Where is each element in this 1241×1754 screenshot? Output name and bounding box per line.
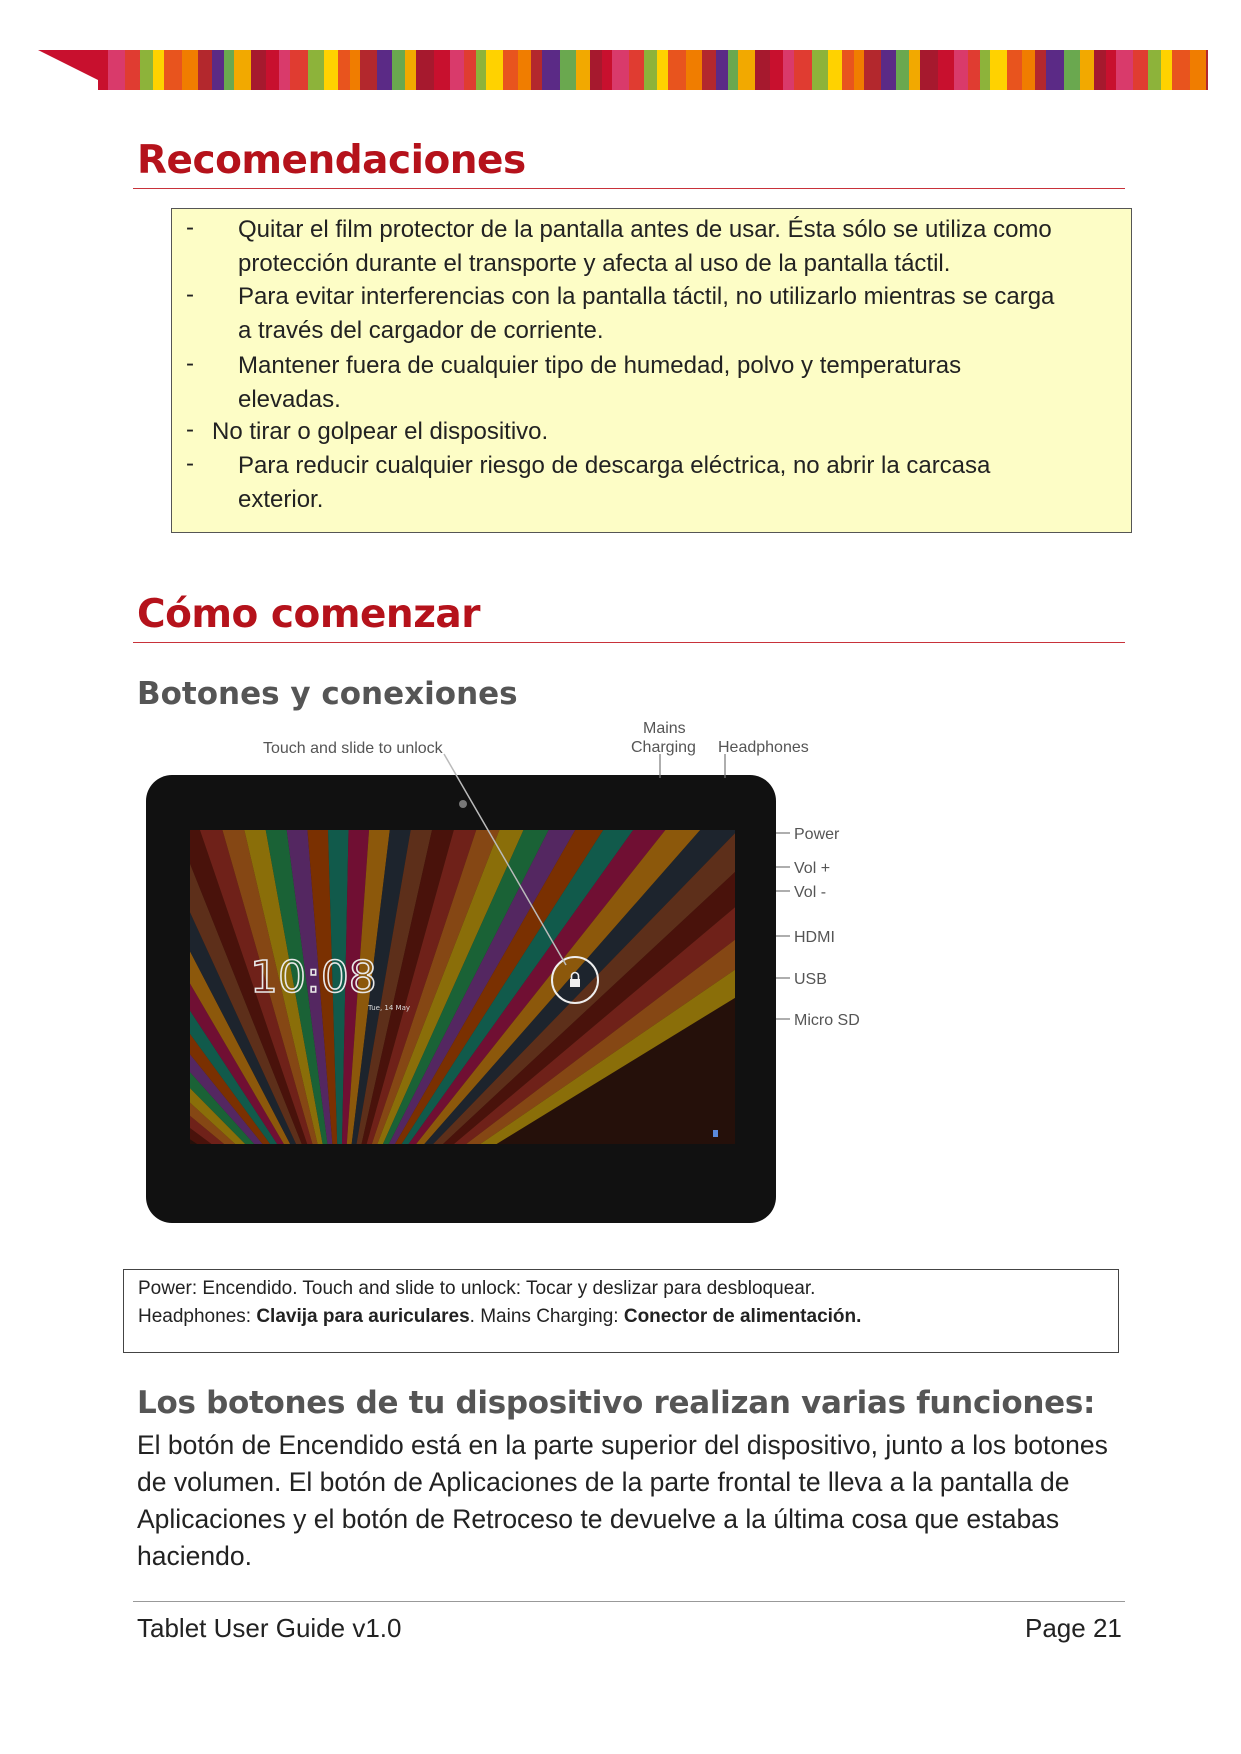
functions-paragraph: El botón de Encendido está en la parte superior del dispositivo, junto a los botones de volumen. El botón de Aplicaciones de la parte frontal te lleva a la pantalla de Aplicaciones y el botón de Retroceso te devuelve a la última cosa que estabas haciendo. (137, 1430, 1108, 1571)
heading-rule (133, 642, 1125, 643)
tablet-diagram (140, 720, 900, 1240)
note-dash: - (186, 350, 194, 377)
date-text: Tue, 14 May (368, 1004, 411, 1012)
note-dash: - (186, 281, 194, 308)
label-headphones: Headphones (718, 739, 809, 756)
recommendations-heading: Recomendaciones (137, 138, 526, 183)
caption-line-1: Power: Encendido. Touch and slide to unlock: Tocar y deslizar para desbloquear. (138, 1278, 816, 1299)
label-microsd: Micro SD (794, 1012, 860, 1029)
label-charging: Charging (631, 739, 696, 756)
note-dash: - (186, 416, 194, 443)
label-hdmi: HDMI (794, 929, 835, 946)
clock-text: 10:08 (250, 952, 377, 1003)
note-item: No tirar o golpear el dispositivo. (212, 418, 549, 445)
header-color-stripe (38, 50, 1208, 90)
label-touch-unlock: Touch and slide to unlock (263, 740, 443, 757)
label-vol-down: Vol - (794, 884, 827, 901)
note-dash: - (186, 214, 194, 241)
label-power: Power (794, 826, 840, 843)
camera-icon (459, 800, 467, 808)
figure-caption-box (123, 1269, 1119, 1353)
note-dash: - (186, 450, 194, 477)
getting-started-heading: Cómo comenzar (137, 592, 480, 637)
footer-page-number: Page 21 (1025, 1613, 1122, 1643)
caption-line-2: Headphones: Clavija para auriculares. Mains Charging: Conector de alimentación. (138, 1306, 862, 1327)
label-usb: USB (794, 971, 827, 988)
label-vol-up: Vol + (794, 860, 831, 877)
note-item: Quitar el film protector de la pantalla antes de usar. Ésta sólo se utiliza como protección durante el transporte y afecta al uso de la pantalla táctil. (238, 216, 1052, 277)
footer-guide-title: Tablet User Guide v1.0 (137, 1613, 402, 1643)
note-item: Para reducir cualquier riesgo de descarga eléctrica, no abrir la carcasa exterior. (238, 452, 991, 513)
footer-rule (133, 1601, 1125, 1602)
lock-icon (570, 979, 580, 987)
status-icon (713, 1130, 718, 1137)
label-mains: Mains (643, 720, 686, 737)
note-item: Mantener fuera de cualquier tipo de humedad, polvo y temperaturas elevadas. (238, 352, 962, 413)
recommendations-box (171, 208, 1132, 533)
functions-heading: Los botones de tu dispositivo realizan varias funciones: (137, 1385, 1096, 1421)
heading-rule (133, 188, 1125, 189)
buttons-connections-subheading: Botones y conexiones (137, 676, 518, 712)
note-item: Para evitar interferencias con la pantalla táctil, no utilizarlo mientras se carga a través del cargador de corriente. (238, 283, 1055, 344)
